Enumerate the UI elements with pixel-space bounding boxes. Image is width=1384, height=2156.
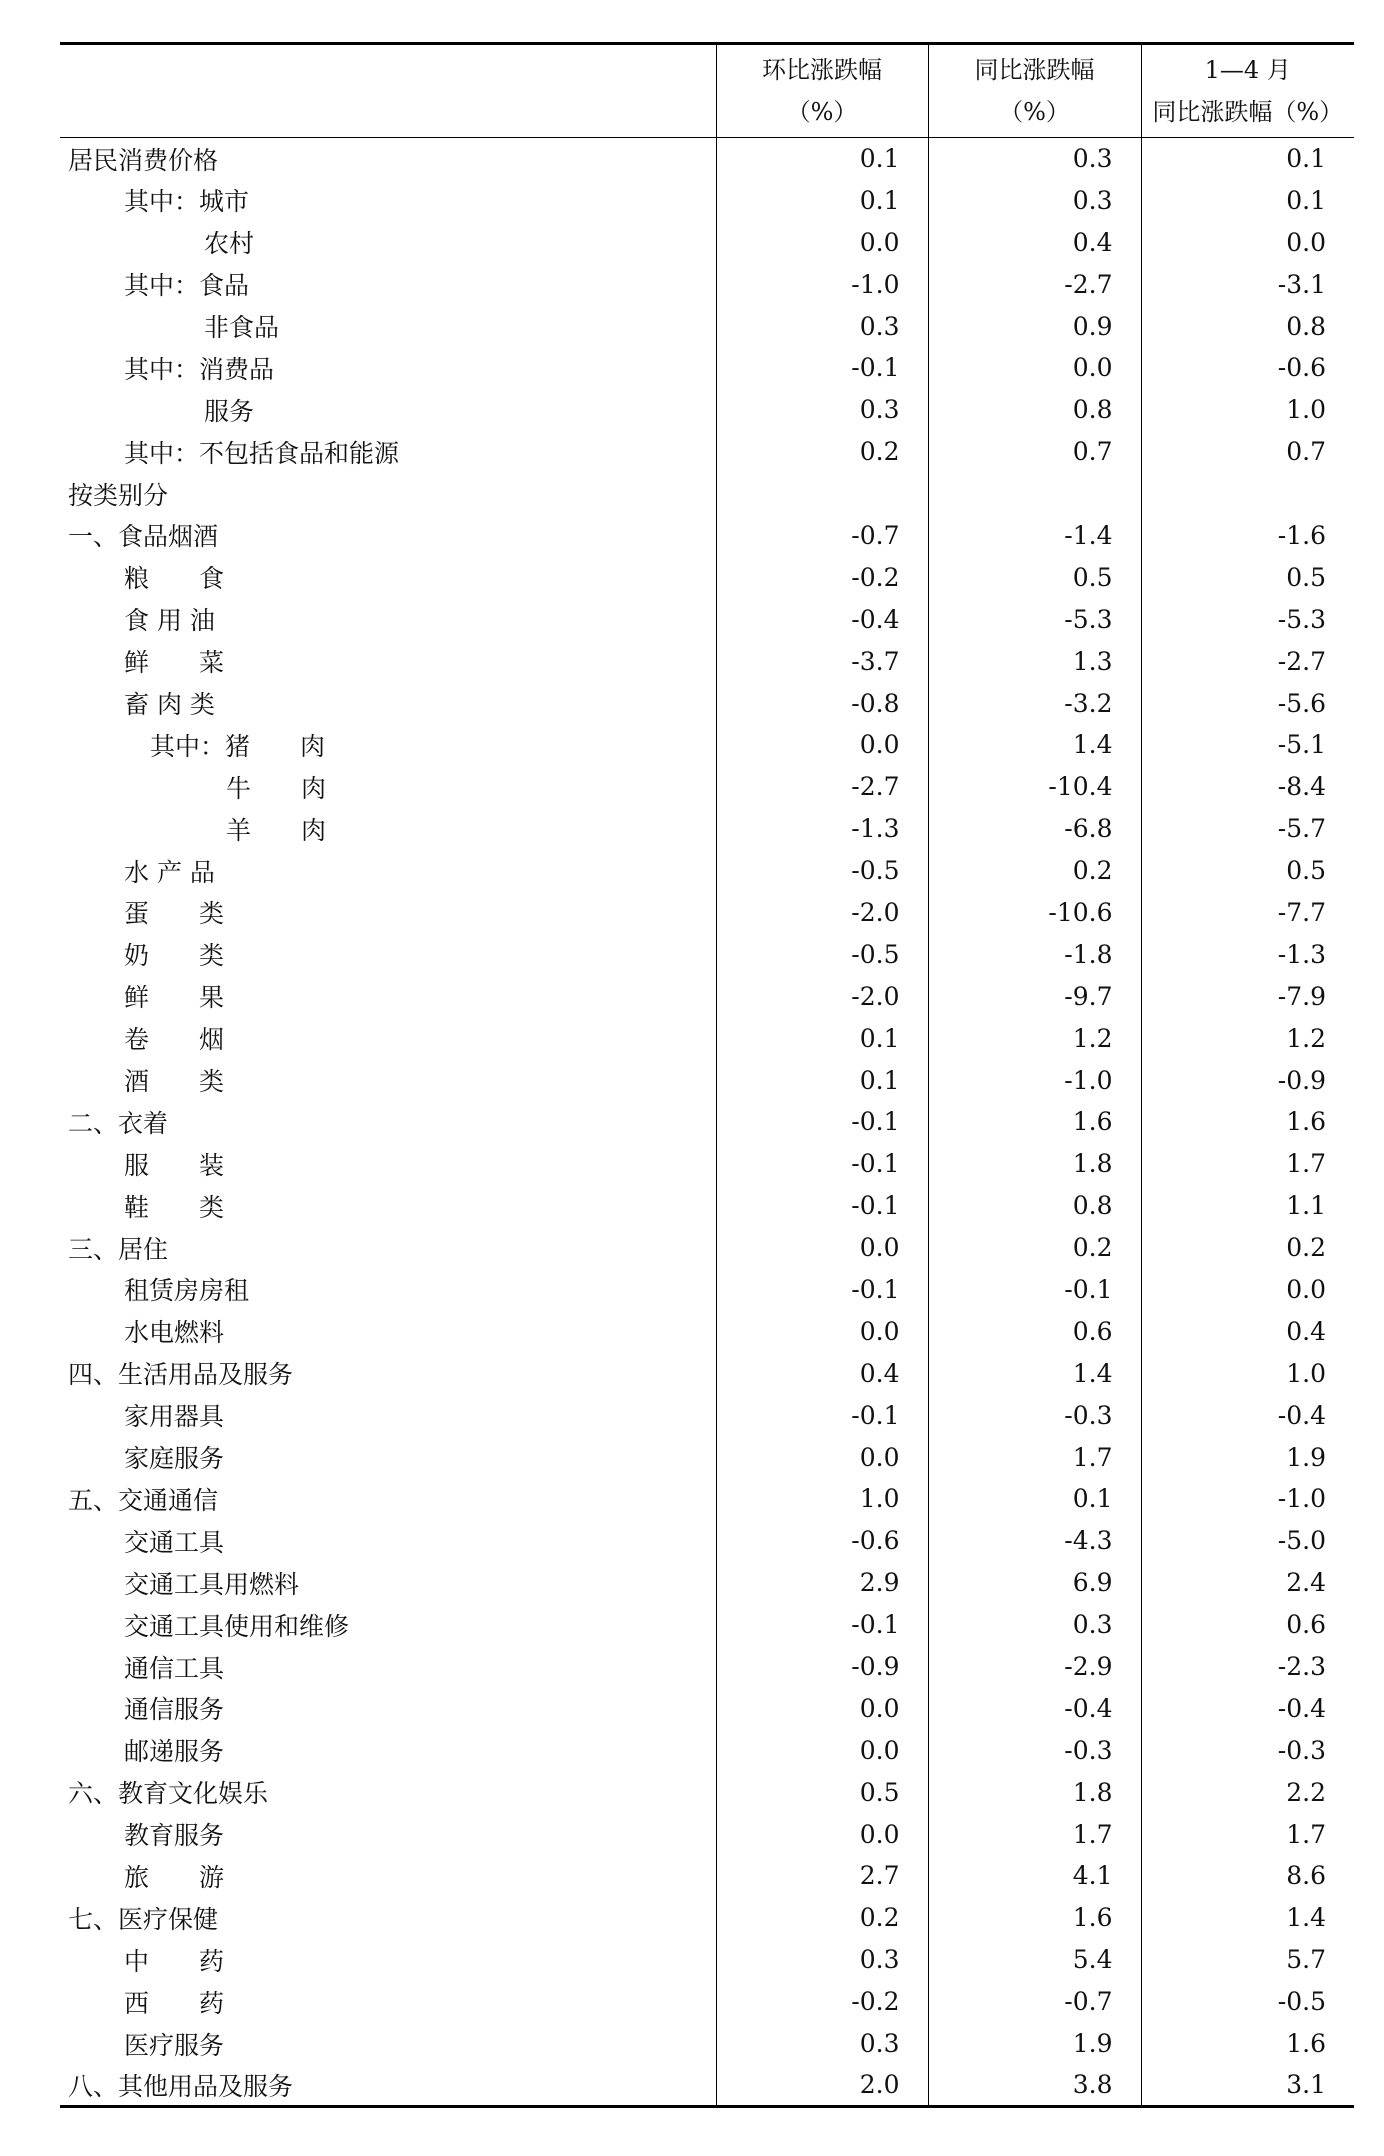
row-label: 交通工具 — [124, 1527, 225, 1557]
mom-value: -0.6 — [716, 1520, 928, 1562]
yoy-value: -9.7 — [928, 975, 1141, 1017]
row-label: 羊 肉 — [226, 815, 327, 845]
row-label: 一、食品烟酒 — [68, 522, 219, 552]
ytd-value: 8.6 — [1141, 1855, 1354, 1897]
ytd-value: 0.1 — [1141, 138, 1354, 180]
ytd-value: 0.5 — [1141, 850, 1354, 892]
table-row — [60, 1687, 1354, 1729]
table-row — [60, 1771, 1354, 1813]
mom-value: 2.9 — [716, 1562, 928, 1604]
table-row — [60, 640, 1354, 682]
yoy-value: 1.8 — [928, 1143, 1141, 1185]
row-label: 卷 烟 — [124, 1025, 225, 1055]
ytd-value: 1.0 — [1141, 1352, 1354, 1394]
table-header-row — [60, 44, 1354, 138]
yoy-value: -1.8 — [928, 933, 1141, 975]
mom-value: -0.7 — [716, 515, 928, 557]
row-label: 鲜 果 — [124, 983, 225, 1013]
row-label: 畜 肉 类 — [124, 690, 215, 720]
yoy-value: 1.8 — [928, 1771, 1141, 1813]
table-row — [60, 1101, 1354, 1143]
mom-value: 0.0 — [716, 1729, 928, 1771]
mom-value: -0.1 — [716, 1604, 928, 1646]
mom-value: 0.5 — [716, 1771, 928, 1813]
mom-value: -0.1 — [716, 1394, 928, 1436]
row-label: 通信服务 — [124, 1695, 225, 1725]
table-row — [60, 808, 1354, 850]
ytd-value: -0.5 — [1141, 1981, 1354, 2023]
yoy-value: 0.4 — [928, 221, 1141, 263]
mom-value: 0.0 — [716, 724, 928, 766]
yoy-value: 1.6 — [928, 1101, 1141, 1143]
mom-value: 0.1 — [716, 138, 928, 180]
mom-value: -2.7 — [716, 766, 928, 808]
header-label-blank — [60, 44, 716, 138]
table-row — [60, 2023, 1354, 2065]
yoy-value: 4.1 — [928, 1855, 1141, 1897]
table-row — [60, 1813, 1354, 1855]
row-label: 鞋 类 — [124, 1192, 225, 1222]
table-row — [60, 138, 1354, 180]
mom-value: 2.7 — [716, 1855, 928, 1897]
header-mom — [716, 44, 928, 138]
header-ytd-title: 同比涨跌幅（%） — [1152, 98, 1344, 126]
ytd-value: -2.7 — [1141, 640, 1354, 682]
row-label: 服务 — [204, 396, 255, 426]
ytd-value: 0.1 — [1141, 179, 1354, 221]
row-label: 通信工具 — [124, 1653, 225, 1683]
table-row — [60, 1143, 1354, 1185]
ytd-value: -5.6 — [1141, 682, 1354, 724]
mom-value: -0.8 — [716, 682, 928, 724]
yoy-value: -1.0 — [928, 1059, 1141, 1101]
mom-value: -0.1 — [716, 1143, 928, 1185]
yoy-value: 0.3 — [928, 1604, 1141, 1646]
ytd-value: 0.0 — [1141, 221, 1354, 263]
ytd-value: 0.5 — [1141, 556, 1354, 598]
table-row — [60, 1478, 1354, 1520]
row-label: 交通工具使用和维修 — [124, 1611, 350, 1641]
ytd-value: -5.0 — [1141, 1520, 1354, 1562]
yoy-value: 1.2 — [928, 1017, 1141, 1059]
ytd-value: 0.6 — [1141, 1604, 1354, 1646]
ytd-value: -1.0 — [1141, 1478, 1354, 1520]
ytd-value: -7.9 — [1141, 975, 1354, 1017]
mom-value: 0.0 — [716, 1436, 928, 1478]
ytd-value: -3.1 — [1141, 263, 1354, 305]
mom-value: 0.3 — [716, 2023, 928, 2065]
row-label: 三、居住 — [68, 1234, 169, 1264]
table-row — [60, 1394, 1354, 1436]
mom-value: 0.4 — [716, 1352, 928, 1394]
ytd-value: -7.7 — [1141, 892, 1354, 934]
row-label: 中 药 — [124, 1946, 225, 1976]
yoy-value: -3.2 — [928, 682, 1141, 724]
ytd-value: 1.2 — [1141, 1017, 1354, 1059]
yoy-value: -1.4 — [928, 515, 1141, 557]
yoy-value: -0.7 — [928, 1981, 1141, 2023]
mom-value: 0.2 — [716, 1897, 928, 1939]
row-label: 教育服务 — [124, 1821, 225, 1851]
ytd-value: 1.4 — [1141, 1897, 1354, 1939]
mom-value: 0.0 — [716, 1310, 928, 1352]
mom-value: 0.3 — [716, 389, 928, 431]
yoy-value: 0.5 — [928, 556, 1141, 598]
row-label: 水电燃料 — [124, 1318, 225, 1348]
table-row — [60, 1227, 1354, 1269]
yoy-value: -4.3 — [928, 1520, 1141, 1562]
row-label: 家用器具 — [124, 1402, 225, 1432]
mom-value — [716, 473, 928, 515]
yoy-value: 1.7 — [928, 1436, 1141, 1478]
ytd-value — [1141, 473, 1354, 515]
mom-value: 0.1 — [716, 179, 928, 221]
mom-value: 0.0 — [716, 1813, 928, 1855]
table-row — [60, 221, 1354, 263]
table-row — [60, 724, 1354, 766]
ytd-value: 0.2 — [1141, 1227, 1354, 1269]
row-label: 西 药 — [124, 1988, 225, 2018]
ytd-value: -0.3 — [1141, 1729, 1354, 1771]
ytd-value: 0.8 — [1141, 305, 1354, 347]
table-row — [60, 1520, 1354, 1562]
row-label: 旅 游 — [124, 1862, 225, 1892]
yoy-value: 1.9 — [928, 2023, 1141, 2065]
mom-value: 0.2 — [716, 431, 928, 473]
mom-value: 0.0 — [716, 1687, 928, 1729]
mom-value: -0.2 — [716, 1981, 928, 2023]
mom-value: -0.4 — [716, 598, 928, 640]
yoy-value: 0.3 — [928, 138, 1141, 180]
row-label: 蛋 类 — [124, 899, 225, 929]
yoy-value: 0.2 — [928, 1227, 1141, 1269]
mom-value: 0.1 — [716, 1059, 928, 1101]
yoy-value: 6.9 — [928, 1562, 1141, 1604]
yoy-value: -0.3 — [928, 1394, 1141, 1436]
header-mom-unit: （%） — [786, 98, 858, 126]
ytd-value: 1.6 — [1141, 2023, 1354, 2065]
yoy-value: 1.6 — [928, 1897, 1141, 1939]
mom-value: -0.9 — [716, 1646, 928, 1688]
row-label: 水 产 品 — [124, 857, 215, 887]
table-row — [60, 389, 1354, 431]
table-row — [60, 1897, 1354, 1939]
ytd-value: 3.1 — [1141, 2064, 1354, 2106]
ytd-value: -1.3 — [1141, 933, 1354, 975]
header-ytd — [1141, 44, 1354, 138]
row-label: 其中：消费品 — [124, 354, 275, 384]
row-label: 居民消费价格 — [68, 145, 219, 175]
table-row — [60, 515, 1354, 557]
ytd-value: 1.9 — [1141, 1436, 1354, 1478]
table-row — [60, 263, 1354, 305]
yoy-value: -2.9 — [928, 1646, 1141, 1688]
table-row — [60, 1269, 1354, 1311]
ytd-value: 2.2 — [1141, 1771, 1354, 1813]
table-row — [60, 1059, 1354, 1101]
yoy-value: 5.4 — [928, 1939, 1141, 1981]
ytd-value: -0.4 — [1141, 1687, 1354, 1729]
row-label: 农村 — [204, 229, 255, 259]
header-yoy-title: 同比涨跌幅 — [974, 56, 1095, 84]
mom-value: -0.2 — [716, 556, 928, 598]
row-label: 食 用 油 — [124, 606, 215, 636]
ytd-value: 1.1 — [1141, 1185, 1354, 1227]
mom-value: 2.0 — [716, 2064, 928, 2106]
yoy-value: -0.3 — [928, 1729, 1141, 1771]
yoy-value — [928, 473, 1141, 515]
ytd-value: 2.4 — [1141, 1562, 1354, 1604]
row-label: 其中：食品 — [124, 271, 250, 301]
row-label: 其中：不包括食品和能源 — [124, 438, 400, 468]
yoy-value: 1.3 — [928, 640, 1141, 682]
yoy-value: 0.1 — [928, 1478, 1141, 1520]
table-row — [60, 2064, 1354, 2106]
table-row — [60, 347, 1354, 389]
ytd-value: 1.7 — [1141, 1813, 1354, 1855]
mom-value: -0.1 — [716, 1101, 928, 1143]
yoy-value: 0.0 — [928, 347, 1141, 389]
yoy-value: -10.6 — [928, 892, 1141, 934]
table-row — [60, 1855, 1354, 1897]
row-label: 奶 类 — [124, 941, 225, 971]
yoy-value: 0.7 — [928, 431, 1141, 473]
table-row — [60, 766, 1354, 808]
mom-value: -2.0 — [716, 975, 928, 1017]
ytd-value: -0.4 — [1141, 1394, 1354, 1436]
table-row — [60, 1310, 1354, 1352]
table-row — [60, 556, 1354, 598]
yoy-value: 0.2 — [928, 850, 1141, 892]
table-row — [60, 1436, 1354, 1478]
ytd-value: -0.9 — [1141, 1059, 1354, 1101]
mom-value: 0.0 — [716, 1227, 928, 1269]
yoy-value: -0.4 — [928, 1687, 1141, 1729]
mom-value: -1.3 — [716, 808, 928, 850]
mom-value: 0.1 — [716, 1017, 928, 1059]
row-label: 二、衣着 — [68, 1108, 169, 1138]
yoy-value: 1.7 — [928, 1813, 1141, 1855]
table-row — [60, 892, 1354, 934]
mom-value: -0.1 — [716, 1269, 928, 1311]
row-label: 租赁房房租 — [124, 1276, 250, 1306]
header-mom-title: 环比涨跌幅 — [762, 56, 882, 84]
row-label: 其中：城市 — [124, 187, 250, 217]
mom-value: -3.7 — [716, 640, 928, 682]
row-label: 六、教育文化娱乐 — [68, 1779, 269, 1809]
table-row — [60, 1939, 1354, 1981]
mom-value: -0.1 — [716, 1185, 928, 1227]
yoy-value: 0.9 — [928, 305, 1141, 347]
yoy-value: -0.1 — [928, 1269, 1141, 1311]
row-label: 八、其他用品及服务 — [60, 2064, 716, 2106]
ytd-value: -8.4 — [1141, 766, 1354, 808]
table-row — [60, 473, 1354, 515]
table-row — [60, 975, 1354, 1017]
mom-value: -0.5 — [716, 850, 928, 892]
table-row — [60, 933, 1354, 975]
yoy-value: 1.4 — [928, 1352, 1141, 1394]
ytd-value: 0.4 — [1141, 1310, 1354, 1352]
header-ytd-period: 1—4 月 — [1204, 56, 1291, 84]
table-row — [60, 1562, 1354, 1604]
row-label: 按类别分 — [68, 480, 169, 510]
cpi-table — [60, 42, 1354, 2108]
table-row — [60, 179, 1354, 221]
row-label: 非食品 — [204, 313, 280, 342]
table-row — [60, 1981, 1354, 2023]
table-body — [60, 138, 1354, 2107]
yoy-value: -10.4 — [928, 766, 1141, 808]
table-row — [60, 1185, 1354, 1227]
header-yoy — [928, 44, 1141, 138]
header-yoy-unit: （%） — [999, 98, 1070, 126]
row-label: 家庭服务 — [124, 1444, 225, 1474]
yoy-value: -2.7 — [928, 263, 1141, 305]
mom-value: 0.0 — [716, 221, 928, 263]
yoy-value: -5.3 — [928, 598, 1141, 640]
row-label: 七、医疗保健 — [68, 1904, 219, 1934]
row-label: 服 装 — [124, 1150, 225, 1180]
yoy-value: -6.8 — [928, 808, 1141, 850]
ytd-value: 1.7 — [1141, 1143, 1354, 1185]
yoy-value: 1.4 — [928, 724, 1141, 766]
table-row — [60, 305, 1354, 347]
table-row — [60, 598, 1354, 640]
table-row — [60, 682, 1354, 724]
row-label: 邮递服务 — [124, 1737, 225, 1767]
row-label: 其中：猪 肉 — [150, 731, 326, 761]
mom-value: -1.0 — [716, 263, 928, 305]
yoy-value: 0.8 — [928, 389, 1141, 431]
yoy-value: 0.6 — [928, 1310, 1141, 1352]
ytd-value: -5.7 — [1141, 808, 1354, 850]
ytd-value: 0.7 — [1141, 431, 1354, 473]
row-label: 酒 类 — [124, 1067, 225, 1097]
yoy-value: 3.8 — [928, 2064, 1141, 2106]
yoy-value: 0.8 — [928, 1185, 1141, 1227]
row-label: 五、交通通信 — [68, 1485, 219, 1515]
mom-value: -0.5 — [716, 933, 928, 975]
row-label: 鲜 菜 — [124, 648, 225, 678]
table-row — [60, 1352, 1354, 1394]
ytd-value: -2.3 — [1141, 1646, 1354, 1688]
ytd-value: -0.6 — [1141, 347, 1354, 389]
table-row — [60, 1017, 1354, 1059]
ytd-value: -5.3 — [1141, 598, 1354, 640]
ytd-value: 5.7 — [1141, 1939, 1354, 1981]
ytd-value: -5.1 — [1141, 724, 1354, 766]
ytd-value: 1.0 — [1141, 389, 1354, 431]
table-row — [60, 850, 1354, 892]
row-label: 粮 食 — [124, 564, 225, 594]
ytd-value: -1.6 — [1141, 515, 1354, 557]
mom-value: 1.0 — [716, 1478, 928, 1520]
mom-value: -2.0 — [716, 892, 928, 934]
ytd-value: 0.0 — [1141, 1269, 1354, 1311]
table-row — [60, 1646, 1354, 1688]
table-row — [60, 431, 1354, 473]
mom-value: -0.1 — [716, 347, 928, 389]
mom-value: 0.3 — [716, 1939, 928, 1981]
row-label: 交通工具用燃料 — [124, 1569, 300, 1599]
ytd-value: 1.6 — [1141, 1101, 1354, 1143]
yoy-value: 0.3 — [928, 179, 1141, 221]
row-label: 四、生活用品及服务 — [68, 1360, 294, 1390]
table-row — [60, 1604, 1354, 1646]
row-label: 医疗服务 — [124, 2030, 225, 2060]
table-row — [60, 1729, 1354, 1771]
row-label: 牛 肉 — [226, 773, 327, 803]
mom-value: 0.3 — [716, 305, 928, 347]
